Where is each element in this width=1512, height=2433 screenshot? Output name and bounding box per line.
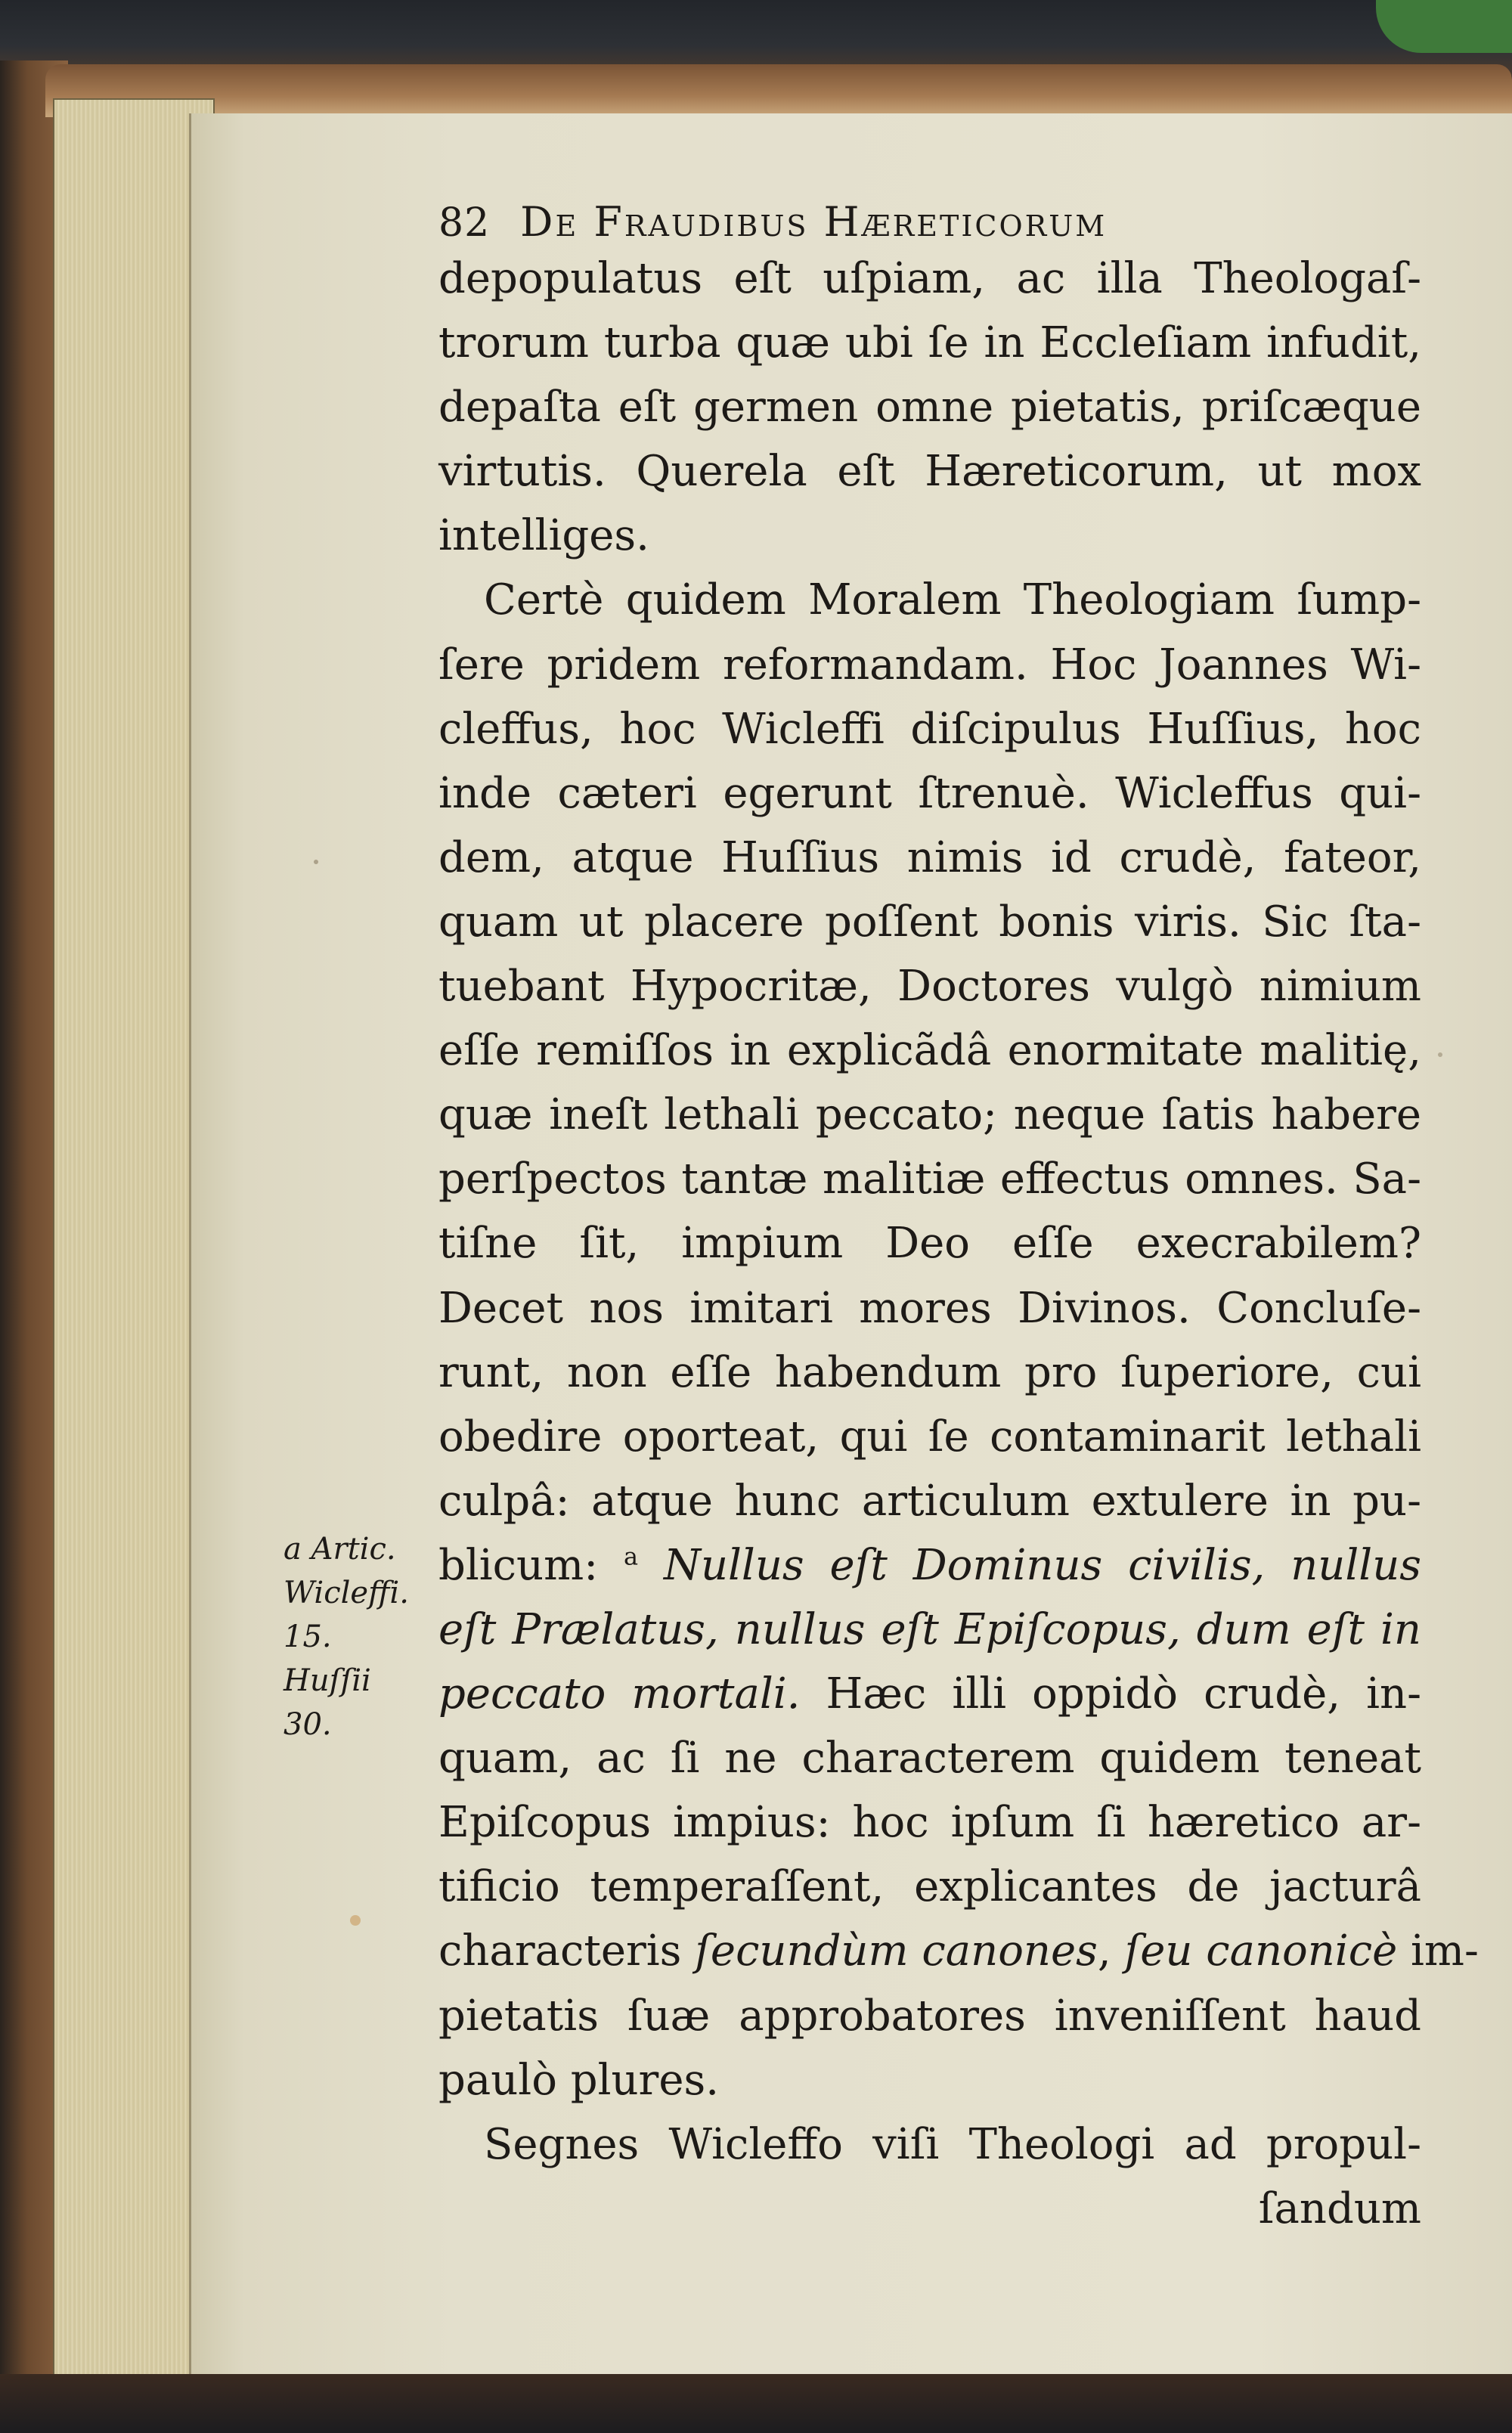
text-segment: ſandum [1258, 2184, 1421, 2233]
margin-note-line: Huſſii [284, 1663, 371, 1698]
footnote-marker: a [623, 1542, 639, 1571]
margin-note-line: 15. [284, 1619, 332, 1654]
text-segment: quam ut placere poſſent bonis viris. Sic ſta- [438, 897, 1421, 947]
text-segment: ſeu canonicè [1124, 1926, 1398, 1976]
margin-note-line: a Artic. [284, 1532, 396, 1567]
text-segment: quam, ac ſi ne characterem quidem teneat [438, 1734, 1421, 1784]
margin-note-line: 30. [284, 1707, 332, 1742]
text-segment: ſere pridem reformandam. Hoc Joannes Wi- [438, 640, 1421, 690]
text-segment: blicum: [438, 1540, 624, 1590]
text-segment: ſecundùm canones [695, 1926, 1098, 1976]
text-segment: characteris [438, 1926, 696, 1976]
text-segment: intelliges. [438, 511, 649, 561]
text-segment: eſſe remiſſos in explicãdâ enormitate malitię, [438, 1026, 1421, 1076]
text-segment: trorum turba quæ ubi ſe in Eccleſiam infudit, [438, 318, 1421, 368]
text-segment: , [1097, 1926, 1125, 1976]
page-number: 82 [438, 200, 491, 246]
text-segment: obedire oporteat, qui ſe contaminarit lethali [438, 1412, 1421, 1461]
text-segment: inde cæteri egerunt ſtrenuè. Wicleffus qui- [438, 768, 1421, 818]
text-segment: tificio temperaſſent, explicantes de jacturâ [438, 1862, 1421, 1912]
running-title: De Fraudibus Hæreticorum [520, 198, 1108, 246]
text-segment: Nullus eſt Dominus civilis, nullus [638, 1540, 1422, 1590]
text-segment: peccato mortali. [438, 1669, 801, 1719]
text-segment: depaſta eſt germen omne pietatis, priſcæque [438, 383, 1421, 432]
text-segment: Decet nos imitari mores Divinos. Concluſe- [438, 1283, 1421, 1333]
text-segment: cleffus, hoc Wicleffi diſcipulus Huſſius, hoc [438, 704, 1421, 754]
text-segment: Certè quidem Moralem Theologiam ſump- [484, 575, 1421, 625]
text-segment: quæ ineſt lethali peccato; neque ſatis habere [438, 1090, 1421, 1140]
text-segment: virtutis. Querela eſt Hæreticorum, ut mox [438, 447, 1421, 497]
text-segment: Segnes Wicleffo viſi Theologi ad propul- [484, 2119, 1421, 2169]
margin-note-line: Wicleffi. [284, 1576, 409, 1610]
text-segment: dem, atque Huſſius nimis id crudè, fateor, [438, 832, 1421, 882]
text-segment: paulò plures. [438, 2055, 719, 2105]
text-segment: Epiſcopus impius: hoc ipſum ſi hæretico ar- [438, 1798, 1421, 1848]
text-segment: tuebant Hypocritæ, Doctores vulgò nimium [438, 962, 1421, 1012]
text-segment: im- [1397, 1926, 1479, 1976]
text-segment: depopulatus eſt uſpiam, ac illa Theologaſ- [438, 254, 1421, 303]
text-segment: pietatis ſuæ approbatores inveniſſent haud [438, 1991, 1421, 2041]
text-segment: tiſne ſit, impium Deo eſſe execrabilem? [438, 1219, 1421, 1269]
text-segment: eſt Prælatus, nullus eſt Epiſcopus, dum eſt in [438, 1604, 1421, 1654]
text-segment: Hæc illi oppidò crudè, in- [800, 1669, 1422, 1719]
text-segment: perſpectos tantæ malitiæ effectus omnes. Sa- [438, 1155, 1421, 1204]
text-segment: runt, non eſſe habendum pro ſuperiore, cui [438, 1347, 1421, 1397]
text-segment: culpâ: atque hunc articulum extulere in pu- [438, 1476, 1421, 1526]
